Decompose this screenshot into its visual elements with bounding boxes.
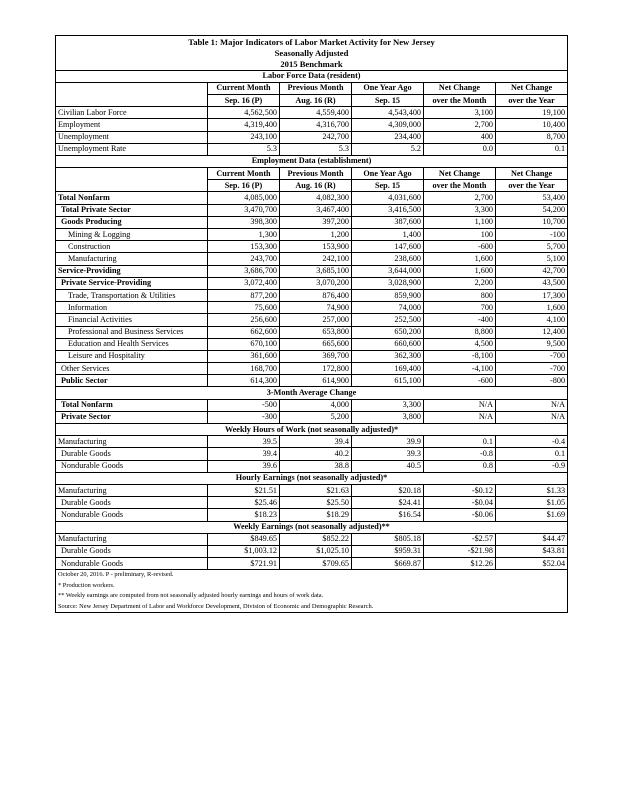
row-value: -800 bbox=[496, 375, 568, 387]
row-value: 10,700 bbox=[496, 216, 568, 228]
row-value: -4,100 bbox=[424, 363, 496, 375]
row-value: 1,600 bbox=[424, 265, 496, 277]
row-value: 662,600 bbox=[208, 326, 280, 338]
row-value: 614,900 bbox=[280, 375, 352, 387]
footnote: October 20, 2016. P - preliminary, R-revised. bbox=[56, 570, 568, 581]
table-row bbox=[56, 460, 568, 472]
row-value: 400 bbox=[424, 131, 496, 143]
table-row bbox=[56, 484, 568, 496]
row-value: 2,700 bbox=[424, 192, 496, 204]
row-value: 153,300 bbox=[208, 241, 280, 253]
row-label: Unemployment Rate bbox=[56, 143, 208, 155]
row-value: -400 bbox=[424, 314, 496, 326]
row-value: 3,470,700 bbox=[208, 204, 280, 216]
column-header: Sep. 16 (P) bbox=[208, 94, 280, 106]
row-value: 8,700 bbox=[496, 131, 568, 143]
row-value: 369,700 bbox=[280, 350, 352, 362]
row-value: 39.6 bbox=[208, 460, 280, 472]
row-value: 147,600 bbox=[352, 241, 424, 253]
row-value: 362,300 bbox=[352, 350, 424, 362]
column-header: Current Month bbox=[208, 82, 280, 94]
row-value: 0.0 bbox=[424, 143, 496, 155]
column-header-row bbox=[56, 94, 568, 106]
row-value: $849.65 bbox=[208, 533, 280, 545]
row-value: 3,028,900 bbox=[352, 277, 424, 289]
table-row bbox=[56, 265, 568, 277]
row-value: 3,300 bbox=[424, 204, 496, 216]
row-value: 243,100 bbox=[208, 131, 280, 143]
row-label: Manufacturing bbox=[56, 436, 208, 448]
row-value: 3,685,100 bbox=[280, 265, 352, 277]
row-value: $12.26 bbox=[424, 558, 496, 570]
table-row bbox=[56, 241, 568, 253]
column-header: Sep. 16 (P) bbox=[208, 180, 280, 192]
row-value: 8,800 bbox=[424, 326, 496, 338]
row-value: 4,100 bbox=[496, 314, 568, 326]
footnote: Source: New Jersey Department of Labor and Workforce Development, Division of Economic and Demographic Research. bbox=[56, 601, 568, 612]
row-value: N/A bbox=[424, 411, 496, 423]
row-value: 4,562,500 bbox=[208, 107, 280, 119]
row-value: $959.31 bbox=[352, 545, 424, 557]
row-value: 234,400 bbox=[352, 131, 424, 143]
row-value: 650,200 bbox=[352, 326, 424, 338]
row-value: 660,600 bbox=[352, 338, 424, 350]
row-value: $44.47 bbox=[496, 533, 568, 545]
column-header: Previous Month bbox=[280, 82, 352, 94]
section-title-row bbox=[56, 387, 568, 399]
column-header: One Year Ago bbox=[352, 82, 424, 94]
table-row bbox=[56, 204, 568, 216]
column-header-row bbox=[56, 180, 568, 192]
row-value: 5.2 bbox=[352, 143, 424, 155]
row-value: 39.9 bbox=[352, 436, 424, 448]
row-value: 397,200 bbox=[280, 216, 352, 228]
table-row bbox=[56, 533, 568, 545]
header-blank-cell bbox=[56, 82, 208, 94]
row-value: 398,300 bbox=[208, 216, 280, 228]
section-title: 3-Month Average Change bbox=[56, 387, 568, 399]
table-row bbox=[56, 107, 568, 119]
row-label: Durable Goods bbox=[56, 448, 208, 460]
row-value: $1.33 bbox=[496, 484, 568, 496]
row-value: N/A bbox=[496, 411, 568, 423]
row-value: 0.1 bbox=[496, 448, 568, 460]
row-label: Education and Health Services bbox=[56, 338, 208, 350]
row-value: 238,600 bbox=[352, 253, 424, 265]
row-label: Unemployment bbox=[56, 131, 208, 143]
row-label: Nondurable Goods bbox=[56, 509, 208, 521]
row-value: $21.63 bbox=[280, 484, 352, 496]
row-label: Leisure and Hospitality bbox=[56, 350, 208, 362]
table-row bbox=[56, 192, 568, 204]
row-label: Public Sector bbox=[56, 375, 208, 387]
table-row bbox=[56, 558, 568, 570]
row-value: 172,800 bbox=[280, 363, 352, 375]
row-value: 4,082,300 bbox=[280, 192, 352, 204]
row-value: -700 bbox=[496, 363, 568, 375]
row-value: 5,700 bbox=[496, 241, 568, 253]
row-value: $20.18 bbox=[352, 484, 424, 496]
row-value: 4,309,000 bbox=[352, 119, 424, 131]
row-value: 4,319,400 bbox=[208, 119, 280, 131]
section-title-row bbox=[56, 155, 568, 167]
table-row bbox=[56, 497, 568, 509]
row-value: 9,500 bbox=[496, 338, 568, 350]
row-value: $721.91 bbox=[208, 558, 280, 570]
footnote: ** Weekly earnings are computed from not seasonally adjusted hourly earnings and hours of work data. bbox=[56, 591, 568, 601]
table-row bbox=[56, 302, 568, 314]
row-value: -0.4 bbox=[496, 436, 568, 448]
table-row bbox=[56, 350, 568, 362]
table-row bbox=[56, 411, 568, 423]
row-label: Service-Providing bbox=[56, 265, 208, 277]
row-label: Total Nonfarm bbox=[56, 192, 208, 204]
row-value: 876,400 bbox=[280, 289, 352, 301]
row-value: 1,400 bbox=[352, 229, 424, 241]
row-value: 17,300 bbox=[496, 289, 568, 301]
row-value: -700 bbox=[496, 350, 568, 362]
row-value: 169,400 bbox=[352, 363, 424, 375]
row-label: Professional and Business Services bbox=[56, 326, 208, 338]
row-label: Goods Producing bbox=[56, 216, 208, 228]
row-label: Information bbox=[56, 302, 208, 314]
column-header: Aug. 16 (R) bbox=[280, 94, 352, 106]
row-value: N/A bbox=[496, 399, 568, 411]
row-value: 653,800 bbox=[280, 326, 352, 338]
row-value: $852.22 bbox=[280, 533, 352, 545]
row-value: 252,500 bbox=[352, 314, 424, 326]
header-blank-cell bbox=[56, 180, 208, 192]
row-value: -$0.12 bbox=[424, 484, 496, 496]
row-value: 3,416,500 bbox=[352, 204, 424, 216]
row-value: $25.50 bbox=[280, 497, 352, 509]
row-value: 1,200 bbox=[280, 229, 352, 241]
table-row bbox=[56, 277, 568, 289]
row-value: 39.3 bbox=[352, 448, 424, 460]
row-value: 40.2 bbox=[280, 448, 352, 460]
column-header: One Year Ago bbox=[352, 168, 424, 180]
column-header-row bbox=[56, 82, 568, 94]
row-value: 242,700 bbox=[280, 131, 352, 143]
row-value: 5,200 bbox=[280, 411, 352, 423]
table-row bbox=[56, 253, 568, 265]
section-title: Weekly Hours of Work (not seasonally adjusted)* bbox=[56, 424, 568, 436]
row-label: Financial Activities bbox=[56, 314, 208, 326]
column-header: Sep. 15 bbox=[352, 94, 424, 106]
row-value: 19,100 bbox=[496, 107, 568, 119]
row-value: 0.1 bbox=[496, 143, 568, 155]
column-header: Previous Month bbox=[280, 168, 352, 180]
row-value: 5.3 bbox=[280, 143, 352, 155]
column-header: Net Change bbox=[496, 82, 568, 94]
row-label: Durable Goods bbox=[56, 497, 208, 509]
title-row-1 bbox=[56, 36, 568, 48]
row-label: Manufacturing bbox=[56, 533, 208, 545]
row-value: -$2.57 bbox=[424, 533, 496, 545]
labor-market-table bbox=[55, 35, 568, 613]
row-label: Total Nonfarm bbox=[56, 399, 208, 411]
row-value: 4,543,400 bbox=[352, 107, 424, 119]
row-value: 4,031,600 bbox=[352, 192, 424, 204]
row-value: -$0.06 bbox=[424, 509, 496, 521]
row-value: $52.04 bbox=[496, 558, 568, 570]
row-value: 39.5 bbox=[208, 436, 280, 448]
row-value: -0.9 bbox=[496, 460, 568, 472]
row-value: $25.46 bbox=[208, 497, 280, 509]
row-label: Manufacturing bbox=[56, 253, 208, 265]
row-label: Private Sector bbox=[56, 411, 208, 423]
row-label: Trade, Transportation & Utilities bbox=[56, 289, 208, 301]
row-value: 257,000 bbox=[280, 314, 352, 326]
row-value: 2,700 bbox=[424, 119, 496, 131]
footnote-row bbox=[56, 601, 568, 612]
row-label: Nondurable Goods bbox=[56, 558, 208, 570]
table-title: Table 1: Major Indicators of Labor Market Activity for New Jersey bbox=[56, 36, 568, 48]
column-header: Sep. 15 bbox=[352, 180, 424, 192]
table-row bbox=[56, 509, 568, 521]
table-row bbox=[56, 143, 568, 155]
row-value: $43.81 bbox=[496, 545, 568, 557]
table-row bbox=[56, 436, 568, 448]
table-row bbox=[56, 131, 568, 143]
row-value: 39.4 bbox=[208, 448, 280, 460]
row-label: Durable Goods bbox=[56, 545, 208, 557]
row-value: $709.65 bbox=[280, 558, 352, 570]
row-label: Mining & Logging bbox=[56, 229, 208, 241]
footnote-row bbox=[56, 570, 568, 581]
row-value: $1,003.12 bbox=[208, 545, 280, 557]
column-header-row bbox=[56, 168, 568, 180]
row-value: 665,600 bbox=[280, 338, 352, 350]
table-subtitle-benchmark: 2015 Benchmark bbox=[56, 58, 568, 70]
row-value: 10,400 bbox=[496, 119, 568, 131]
row-value: 859,900 bbox=[352, 289, 424, 301]
section-title-row bbox=[56, 424, 568, 436]
row-value: $21.51 bbox=[208, 484, 280, 496]
column-header: Net Change bbox=[424, 168, 496, 180]
table-row bbox=[56, 289, 568, 301]
row-value: 3,686,700 bbox=[208, 265, 280, 277]
row-value: -300 bbox=[208, 411, 280, 423]
table-row bbox=[56, 363, 568, 375]
row-value: 3,467,400 bbox=[280, 204, 352, 216]
row-value: 3,644,000 bbox=[352, 265, 424, 277]
row-value: 4,559,400 bbox=[280, 107, 352, 119]
row-value: -600 bbox=[424, 375, 496, 387]
row-label: Nondurable Goods bbox=[56, 460, 208, 472]
table-row bbox=[56, 448, 568, 460]
row-label: Construction bbox=[56, 241, 208, 253]
row-value: $18.23 bbox=[208, 509, 280, 521]
row-value: 42,700 bbox=[496, 265, 568, 277]
row-value: 3,070,200 bbox=[280, 277, 352, 289]
table-row bbox=[56, 314, 568, 326]
table-row bbox=[56, 216, 568, 228]
section-title-row bbox=[56, 472, 568, 484]
column-header: over the Year bbox=[496, 180, 568, 192]
row-label: Other Services bbox=[56, 363, 208, 375]
row-value: 53,400 bbox=[496, 192, 568, 204]
row-value: 5,100 bbox=[496, 253, 568, 265]
row-value: 3,800 bbox=[352, 411, 424, 423]
row-value: 4,000 bbox=[280, 399, 352, 411]
row-value: 615,100 bbox=[352, 375, 424, 387]
row-value: 3,072,400 bbox=[208, 277, 280, 289]
row-value: $1,025.10 bbox=[280, 545, 352, 557]
row-value: 256,600 bbox=[208, 314, 280, 326]
row-label: Employment bbox=[56, 119, 208, 131]
footnote-row bbox=[56, 591, 568, 601]
footnote: * Production workers. bbox=[56, 581, 568, 591]
row-value: 3,100 bbox=[424, 107, 496, 119]
header-blank-cell bbox=[56, 94, 208, 106]
row-value: 242,100 bbox=[280, 253, 352, 265]
header-blank-cell bbox=[56, 168, 208, 180]
row-value: 74,900 bbox=[280, 302, 352, 314]
row-value: -$21.98 bbox=[424, 545, 496, 557]
section-title: Labor Force Data (resident) bbox=[56, 70, 568, 82]
row-value: 168,700 bbox=[208, 363, 280, 375]
row-value: -100 bbox=[496, 229, 568, 241]
row-value: 700 bbox=[424, 302, 496, 314]
row-value: 800 bbox=[424, 289, 496, 301]
row-label: Total Private Sector bbox=[56, 204, 208, 216]
row-value: 1,100 bbox=[424, 216, 496, 228]
table-row bbox=[56, 326, 568, 338]
column-header: Aug. 16 (R) bbox=[280, 180, 352, 192]
row-value: -0.8 bbox=[424, 448, 496, 460]
row-value: 361,600 bbox=[208, 350, 280, 362]
row-value: -600 bbox=[424, 241, 496, 253]
row-value: 0.8 bbox=[424, 460, 496, 472]
row-value: -8,100 bbox=[424, 350, 496, 362]
title-row-2 bbox=[56, 47, 568, 58]
row-value: 877,200 bbox=[208, 289, 280, 301]
row-value: $24.41 bbox=[352, 497, 424, 509]
row-value: 4,500 bbox=[424, 338, 496, 350]
row-value: $669.87 bbox=[352, 558, 424, 570]
row-value: 39.4 bbox=[280, 436, 352, 448]
section-title: Hourly Earnings (not seasonally adjusted)* bbox=[56, 472, 568, 484]
row-value: $18.29 bbox=[280, 509, 352, 521]
column-header: Net Change bbox=[496, 168, 568, 180]
row-value: 387,600 bbox=[352, 216, 424, 228]
footnote-row bbox=[56, 581, 568, 591]
row-value: 5.3 bbox=[208, 143, 280, 155]
row-value: -500 bbox=[208, 399, 280, 411]
row-value: $1.69 bbox=[496, 509, 568, 521]
table-row bbox=[56, 545, 568, 557]
table-row bbox=[56, 375, 568, 387]
row-value: 1,600 bbox=[496, 302, 568, 314]
labor-market-table-container bbox=[55, 35, 567, 613]
row-value: $16.54 bbox=[352, 509, 424, 521]
table-row bbox=[56, 119, 568, 131]
section-title: Employment Data (establishment) bbox=[56, 155, 568, 167]
row-label: Civilian Labor Force bbox=[56, 107, 208, 119]
row-value: 2,200 bbox=[424, 277, 496, 289]
row-value: -$0.04 bbox=[424, 497, 496, 509]
row-value: 0.1 bbox=[424, 436, 496, 448]
row-value: 614,300 bbox=[208, 375, 280, 387]
row-value: 1,600 bbox=[424, 253, 496, 265]
section-title-row bbox=[56, 521, 568, 533]
table-row bbox=[56, 338, 568, 350]
row-value: 4,085,000 bbox=[208, 192, 280, 204]
row-value: 670,100 bbox=[208, 338, 280, 350]
row-value: 54,200 bbox=[496, 204, 568, 216]
title-row-3 bbox=[56, 58, 568, 70]
row-label: Private Service-Providing bbox=[56, 277, 208, 289]
row-value: 3,300 bbox=[352, 399, 424, 411]
column-header: over the Month bbox=[424, 180, 496, 192]
row-value: 40.5 bbox=[352, 460, 424, 472]
row-value: $1.05 bbox=[496, 497, 568, 509]
row-value: 43,500 bbox=[496, 277, 568, 289]
row-value: 38.8 bbox=[280, 460, 352, 472]
table-row bbox=[56, 399, 568, 411]
row-value: 4,316,700 bbox=[280, 119, 352, 131]
column-header: over the Month bbox=[424, 94, 496, 106]
column-header: over the Year bbox=[496, 94, 568, 106]
section-title-row bbox=[56, 70, 568, 82]
table-subtitle-adjustment: Seasonally Adjusted bbox=[56, 47, 568, 58]
row-value: 153,900 bbox=[280, 241, 352, 253]
row-value: 12,400 bbox=[496, 326, 568, 338]
row-value: N/A bbox=[424, 399, 496, 411]
row-value: 75,600 bbox=[208, 302, 280, 314]
column-header: Current Month bbox=[208, 168, 280, 180]
section-title: Weekly Earnings (not seasonally adjusted)** bbox=[56, 521, 568, 533]
row-value: 1,300 bbox=[208, 229, 280, 241]
row-value: 100 bbox=[424, 229, 496, 241]
row-value: 74,000 bbox=[352, 302, 424, 314]
row-label: Manufacturing bbox=[56, 484, 208, 496]
row-value: $805.18 bbox=[352, 533, 424, 545]
column-header: Net Change bbox=[424, 82, 496, 94]
table-row bbox=[56, 229, 568, 241]
row-value: 243,700 bbox=[208, 253, 280, 265]
